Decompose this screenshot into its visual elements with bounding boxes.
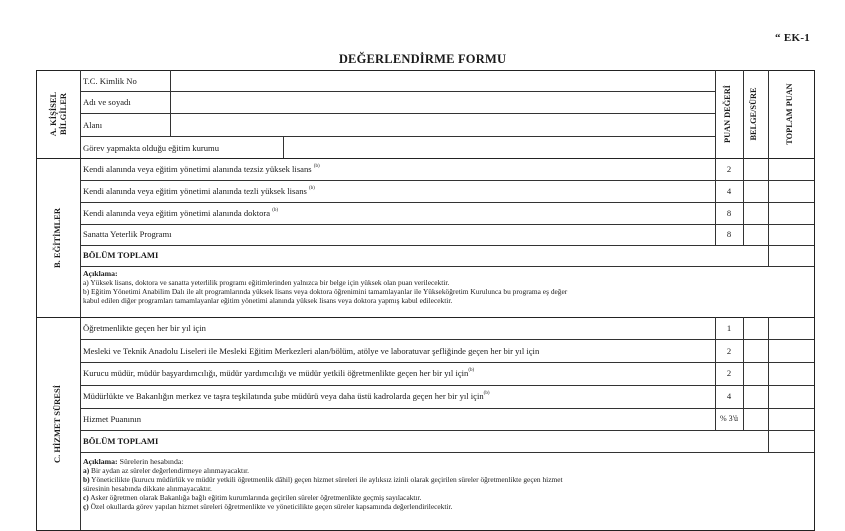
puan-value: % 3'ü — [719, 414, 739, 423]
belge-input[interactable] — [745, 364, 770, 385]
row-text: Sanatta Yeterlik Programı — [83, 229, 172, 239]
section-b-note-title: Açıklama: — [83, 269, 118, 278]
field-label-tc-kimlik: T.C. Kimlik No — [83, 76, 137, 86]
section-c-note-cc — [83, 503, 452, 512]
row-text: Kendi alanında veya eğitim yönetimi alanında doktora — [83, 208, 271, 218]
note-text: Özel okullarda görev yapılan hizmet süreleri öğretmenlikte ve yöneticilikte geçen süreler kapsamında değerlendirilecektir. — [88, 502, 453, 511]
note-text: süresinin hesabında dikkate alınmayacaktır. — [83, 484, 212, 493]
row-text: Kurucu müdür, müdür başyardımcılığı, müdür yardımcılığı ve müdür yetkili öğretmenlikte geçen her bir yıl için — [83, 368, 469, 378]
section-b-total-input[interactable] — [770, 247, 816, 266]
section-b-note-b: b) Eğitim Yönetimi Anabilim Dalı ile alt programlarında yüksek lisans veya doktora öğrenimini tamamlayanlar ile Yükseköğretim Kurulunca bu programa eş değer — [83, 287, 568, 296]
col-line — [768, 70, 769, 158]
footnote-ref: (b) — [483, 391, 490, 396]
field-label-alan: Alanı — [83, 120, 103, 130]
section-c-total-label: BÖLÜM TOPLAMI — [83, 436, 159, 446]
toplam-input[interactable] — [770, 182, 816, 202]
service-row-label — [83, 323, 206, 333]
col-line — [283, 136, 284, 158]
section-c-note-intro: Sürelerin hesabında: — [117, 457, 184, 466]
row-line — [80, 362, 814, 363]
row-line — [80, 180, 814, 181]
row-text: Kendi alanında veya eğitim yönetimi alanında tezsiz yüksek lisans — [83, 164, 312, 174]
row-line — [80, 136, 715, 137]
row-line — [80, 339, 814, 340]
section-b-total-label: BÖLÜM TOPLAMI — [83, 250, 159, 260]
note-key: b) — [83, 475, 90, 484]
belge-input[interactable] — [745, 341, 770, 362]
row-line — [80, 408, 814, 409]
puan-value: 4 — [726, 186, 732, 196]
col-line — [743, 158, 744, 245]
toplam-input[interactable] — [770, 204, 816, 224]
row-line — [80, 245, 814, 246]
toplam-input[interactable] — [770, 387, 816, 408]
row-line — [80, 430, 814, 431]
service-row-label — [83, 346, 539, 356]
row-line — [80, 452, 814, 453]
puan-value: 2 — [726, 164, 732, 174]
table-top-border — [36, 70, 814, 71]
education-row-label — [83, 229, 172, 239]
education-row-label — [83, 164, 320, 174]
toplam-input[interactable] — [770, 341, 816, 362]
col-line — [743, 317, 744, 430]
row-line — [80, 266, 814, 267]
service-row-label — [83, 368, 474, 378]
service-row-label — [83, 414, 141, 424]
belge-input[interactable] — [745, 319, 770, 339]
row-text: Hizmet Puanının — [83, 414, 141, 424]
col-line — [743, 70, 744, 158]
alan-input[interactable] — [172, 115, 716, 136]
puan-value: 8 — [726, 208, 732, 218]
row-text: Mesleki ve Teknik Anadolu Liseleri ile Mesleki Eğitim Merkezleri alan/bölüm, atölye ve laboratuvar şefliğinde geçen her bir yıl için — [83, 346, 540, 356]
toplam-input[interactable] — [770, 226, 816, 245]
row-line — [80, 224, 814, 225]
field-label-gorev-kurumu: Görev yapmakta olduğu eğitim kurumu — [83, 143, 220, 153]
footnote-ref: (b) — [272, 208, 279, 213]
section-b-note-a: a) Yüksek lisans, doktora ve sanatta yeterlilik programı eğitimlerinden yalnızca bir belge için yüksek olan puan verilecektir. — [83, 278, 450, 287]
education-row-label — [83, 186, 315, 196]
puan-value: 4 — [726, 391, 732, 401]
section-b-label: B. EĞİTİMLER — [52, 208, 62, 268]
footnote-ref: (b) — [313, 164, 320, 169]
column-header-puan-degeri: PUAN DEĞERİ — [723, 85, 732, 143]
ad-soyad-input[interactable] — [172, 93, 716, 113]
belge-input[interactable] — [745, 182, 770, 202]
footnote-ref: (b) — [468, 368, 475, 373]
footnote-ref: (b) — [309, 186, 315, 191]
section-a-label — [48, 70, 68, 158]
note-key: c) — [83, 493, 89, 502]
puan-value: 2 — [726, 368, 732, 378]
row-line — [80, 91, 715, 92]
toplam-input[interactable] — [770, 364, 816, 385]
row-line — [80, 113, 715, 114]
table-left-border — [36, 70, 37, 531]
row-text: Öğretmenlikte geçen her bir yıl için — [83, 323, 206, 333]
belge-input[interactable] — [745, 410, 770, 430]
gorev-kurumu-input[interactable] — [285, 138, 716, 158]
section-b-note-b-cont: kabul edilen diğer programları tamamlayanlar eğitim yönetimi alanında yüksek lisans veya doktora yapmış kabul edilecektir. — [83, 296, 453, 305]
puan-value: 2 — [726, 346, 732, 356]
section-line — [36, 317, 814, 318]
row-line — [80, 385, 814, 386]
section-c-label: C. HİZMET SÜRESİ — [52, 384, 62, 464]
note-key: a) — [83, 466, 90, 475]
toplam-input[interactable] — [770, 160, 816, 180]
belge-input[interactable] — [745, 226, 770, 245]
puan-value: 8 — [726, 229, 732, 239]
row-text: Kendi alanında veya eğitim yönetimi alanında tezli yüksek lisans — [83, 186, 307, 196]
section-label-divider — [80, 70, 81, 531]
toplam-input[interactable] — [770, 410, 816, 430]
row-line — [80, 202, 814, 203]
section-c-note-title: Açıklama: — [83, 457, 118, 466]
col-line — [170, 70, 171, 136]
section-a-label-line1: A. KİŞİSEL — [48, 91, 58, 137]
note-text: Asker öğretmen olarak Bakanlığa bağlı eğitim kurumlarında geçirilen süreler öğretmenlikte geçmiş sayılacaktır. — [88, 493, 422, 502]
section-c-total-input[interactable] — [770, 432, 816, 452]
form-title: DEĞERLENDİRME FORMU — [338, 52, 507, 66]
annex-label: “ EK-1 — [775, 32, 811, 44]
table-right-border — [814, 70, 815, 531]
belge-input[interactable] — [745, 387, 770, 408]
puan-value: 1 — [726, 323, 732, 333]
column-header-belge-sure: BELGE/SÜRE — [749, 87, 758, 141]
row-text: Müdürlükte ve Bakanlığın merkez ve taşra teşkilatında şube müdürü veya daha üstü kadrolarda geçen her bir yıl için — [83, 391, 484, 401]
section-a-label-line2: BİLGİLER — [58, 92, 68, 136]
tc-kimlik-input[interactable] — [172, 72, 716, 91]
note-key: ç) — [83, 502, 89, 511]
field-label-ad-soyad: Adı ve soyadı — [83, 97, 131, 107]
belge-input[interactable] — [745, 160, 770, 180]
section-line — [36, 158, 814, 159]
service-row-label — [83, 391, 490, 401]
toplam-input[interactable] — [770, 319, 816, 339]
education-row-label — [83, 208, 278, 218]
column-header-toplam-puan: TOPLAM PUAN — [785, 83, 794, 145]
note-text: Bir aydan az süreler değerlendirmeye alınmayacaktır. — [89, 466, 250, 475]
note-text: Yöneticilikte (kurucu müdürlük ve müdür yetkili öğretmenlik dâhil) geçen hizmet süreleri ile aylıksız izinli olarak geçirilen süreler öğretmenlikte geçen hizmet — [89, 475, 563, 484]
belge-input[interactable] — [745, 204, 770, 224]
